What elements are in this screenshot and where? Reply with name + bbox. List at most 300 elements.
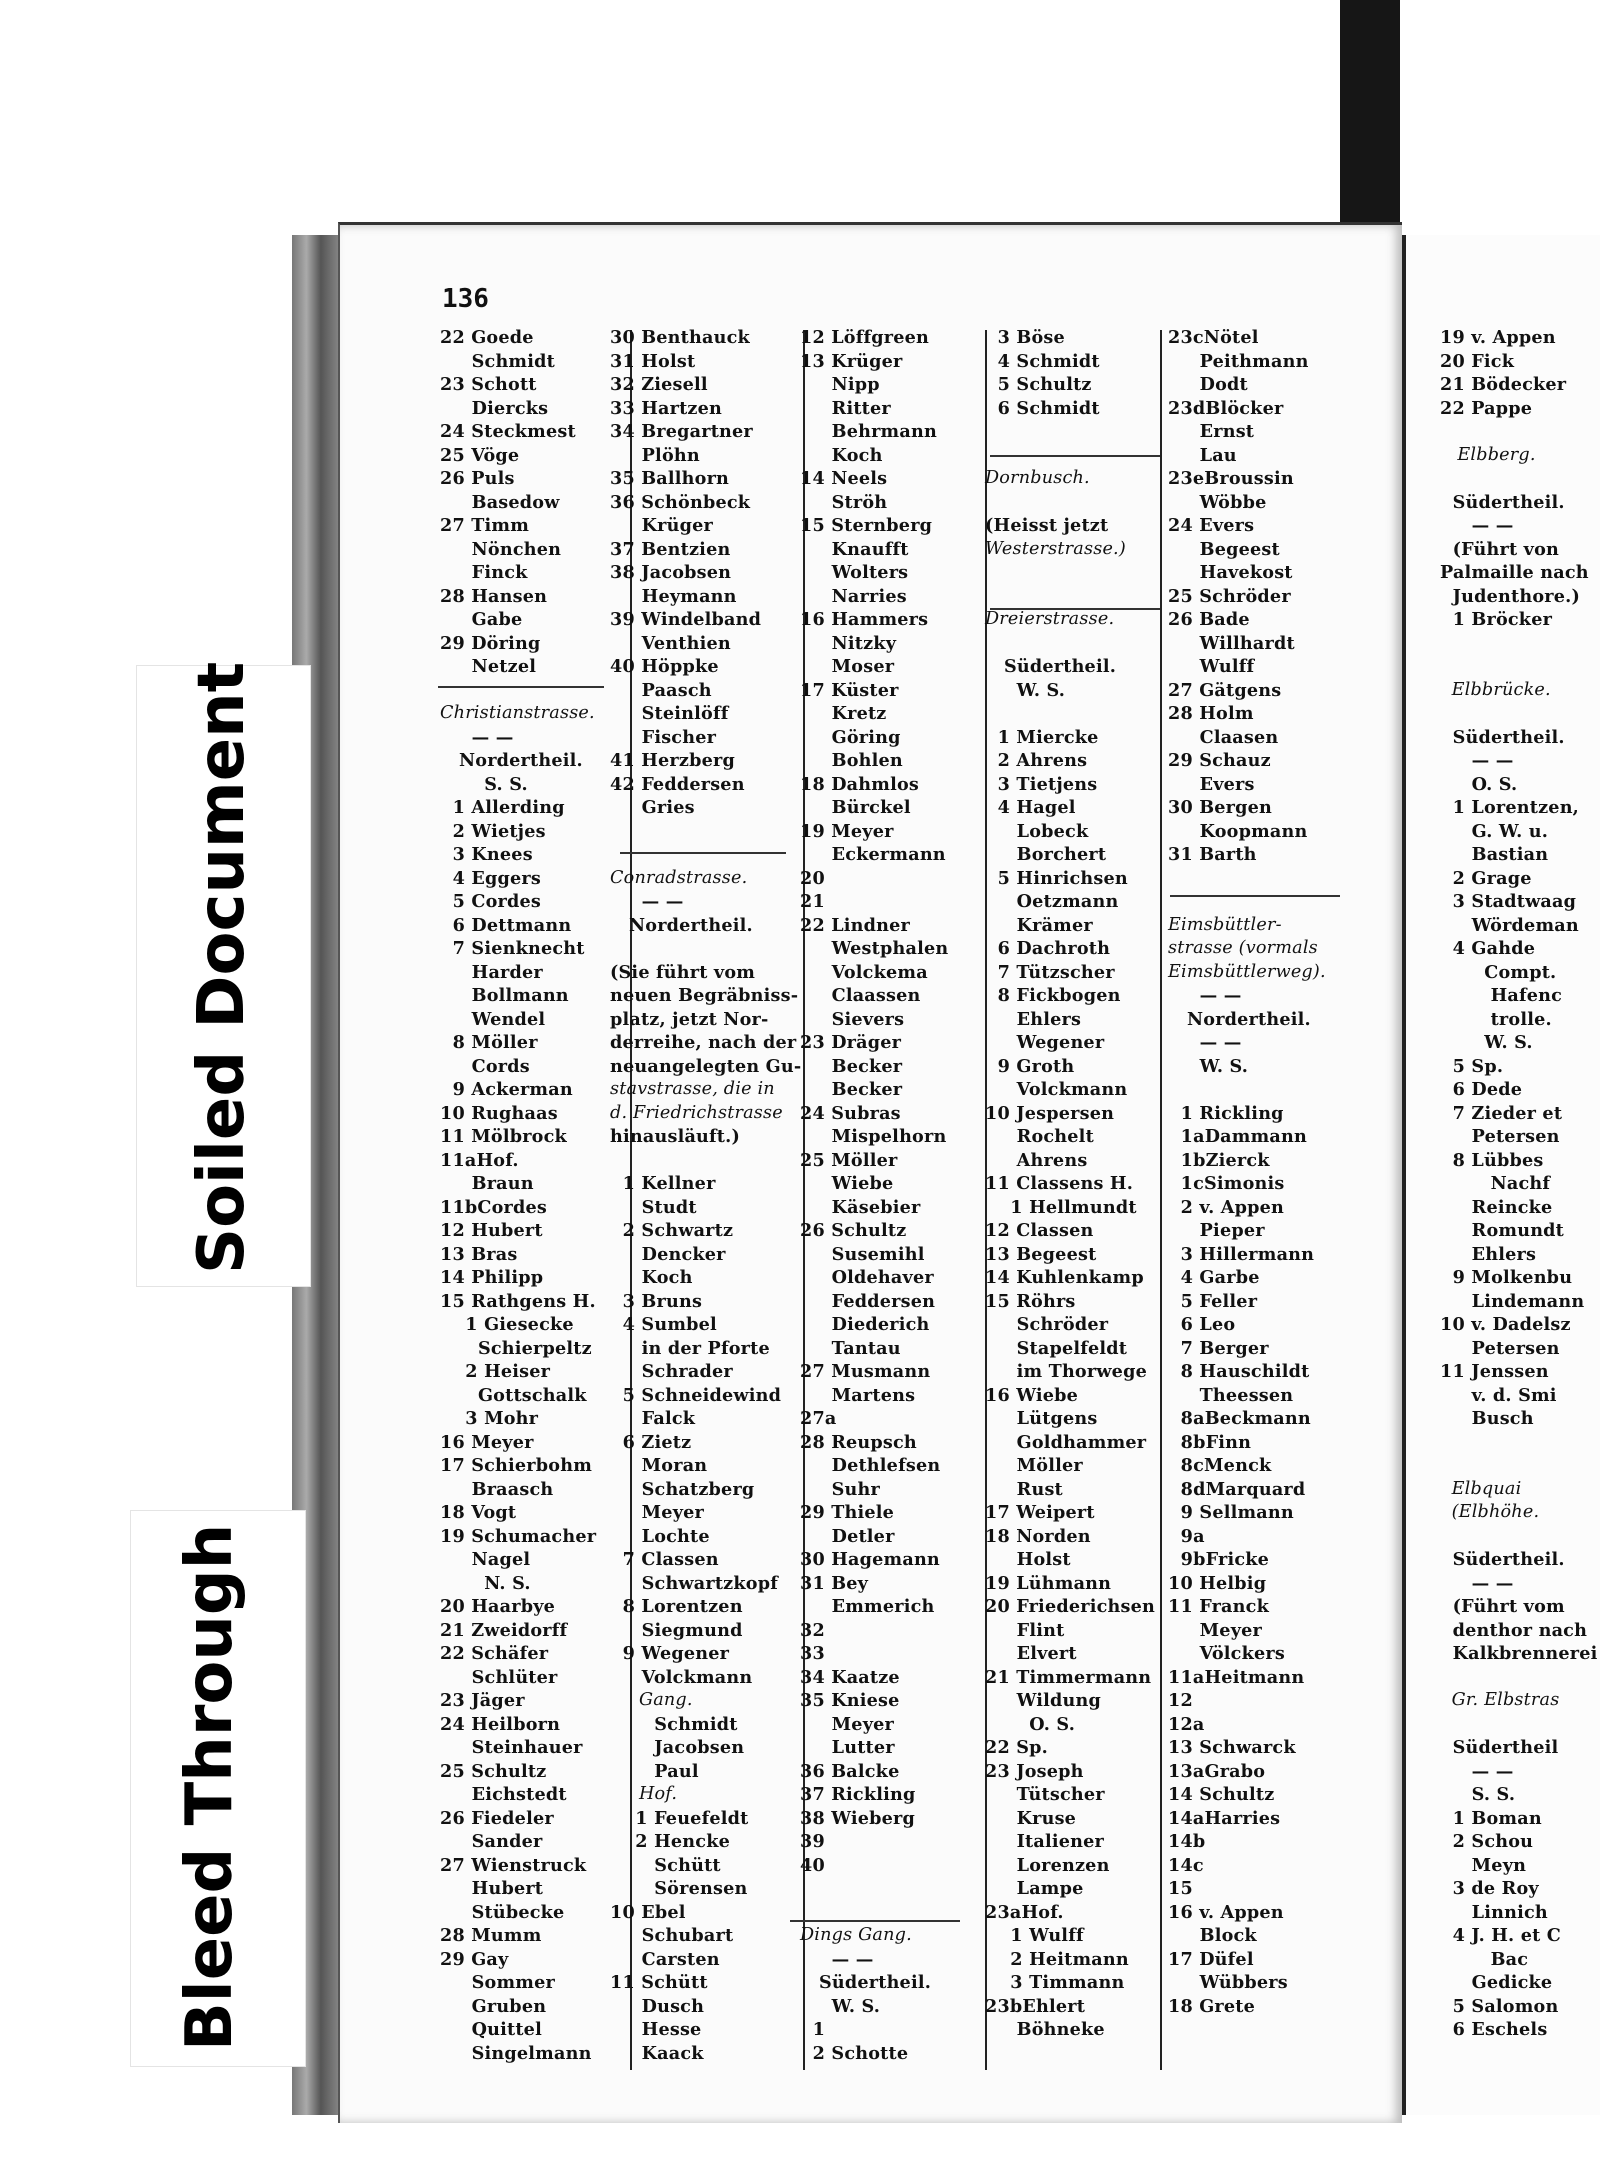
directory-entry: Reincke: [1440, 1196, 1553, 1218]
directory-entry: 9 Wegener: [610, 1643, 730, 1664]
directory-entry: Compt.: [1440, 961, 1557, 983]
directory-entry: 4 Gahde: [1440, 938, 1536, 959]
directory-entry: Heymann: [610, 585, 737, 607]
directory-entry: 28 Reupsch: [800, 1431, 917, 1453]
directory-entry: Lindemann: [1440, 1290, 1585, 1312]
directory-entry: 8 Möller: [440, 1032, 538, 1053]
directory-entry: Begeest: [1168, 538, 1280, 560]
directory-entry: Eckermann: [800, 844, 946, 865]
directory-entry: [985, 632, 1155, 656]
directory-entry: Feddersen: [800, 1290, 936, 1312]
directory-entry: [1440, 632, 1598, 656]
directory-entry: Suhr: [800, 1478, 880, 1500]
directory-entry: Schmidt: [610, 1713, 738, 1735]
directory-entry: Sommer: [440, 1972, 555, 1993]
directory-column-3: [800, 326, 948, 2065]
soiled-document-label: [136, 661, 311, 1287]
directory-entry: Diederich: [800, 1314, 930, 1335]
directory-entry: Martens: [800, 1384, 916, 1406]
directory-entry: Dings Gang.: [800, 1925, 912, 1945]
directory-entry: Dethlefsen: [800, 1455, 941, 1476]
directory-entry: W. S.: [985, 679, 1066, 701]
directory-entry: 14 Neels: [800, 468, 888, 489]
directory-entry: 10 Ebel: [610, 1901, 686, 1923]
directory-entry: 1 Allerding: [440, 797, 565, 818]
directory-entry: — —: [1440, 1572, 1514, 1594]
directory-entry: Holst: [985, 1549, 1071, 1570]
directory-entry: 29 Thiele: [800, 1502, 895, 1523]
directory-entry: 29 Gay: [440, 1948, 509, 1970]
directory-entry: [985, 585, 1155, 609]
directory-entry: Plöhn: [610, 444, 700, 466]
directory-entry: 29 Schauz: [1168, 750, 1271, 771]
directory-entry: 23 Joseph: [985, 1760, 1084, 1782]
directory-entry: 2 Schotte: [800, 2042, 909, 2064]
directory-entry: Lutter: [800, 1737, 895, 1758]
directory-entry: 9 Sellmann: [1168, 1502, 1294, 1523]
directory-entry: 7 Tützscher: [985, 961, 1115, 983]
directory-entry: Dusch: [610, 1995, 705, 2017]
directory-entry: 2 Schwartz: [610, 1220, 734, 1241]
directory-entry: — —: [440, 726, 514, 748]
directory-entry: 3 Mohr: [440, 1408, 539, 1429]
directory-entry: 4 Sumbel: [610, 1314, 717, 1335]
directory-entry: 1: [800, 2019, 826, 2040]
directory-entry: 16 v. Appen: [1168, 1901, 1284, 1923]
directory-entry: Nipp: [800, 374, 880, 395]
directory-entry: Böhneke: [985, 2019, 1105, 2040]
directory-entry: Oetzmann: [985, 891, 1119, 912]
directory-entry: 6 Leo: [1168, 1314, 1236, 1335]
directory-entry: Paul: [610, 1760, 699, 1782]
directory-entry: Kalkbrennerei: [1440, 1643, 1598, 1664]
directory-entry: in der Pforte: [610, 1337, 770, 1359]
directory-entry: denthor nach: [1440, 1619, 1588, 1641]
directory-entry: 19 Lühmann: [985, 1572, 1112, 1594]
directory-entry: Eimsbüttlerweg).: [1168, 961, 1326, 982]
directory-entry: 5 Sp.: [1440, 1055, 1504, 1077]
directory-entry: 25 Möller: [800, 1149, 898, 1171]
directory-entry: 1 Lorentzen,: [1440, 797, 1580, 818]
directory-entry: 1cSimonis: [1168, 1173, 1285, 1194]
directory-entry: Italiener: [985, 1831, 1104, 1852]
directory-entry: W. S.: [1168, 1055, 1249, 1077]
directory-entry: Bollmann: [440, 985, 569, 1006]
directory-column-1: [440, 326, 596, 2065]
directory-entry: 30 Bergen: [1168, 797, 1273, 818]
directory-entry: Elbberg.: [1440, 444, 1536, 465]
directory-entry: Jacobsen: [610, 1737, 745, 1758]
directory-entry: 37 Rickling: [800, 1784, 916, 1805]
directory-entry: 16 Hammers: [800, 609, 929, 630]
directory-entry: strasse (vormals: [1168, 938, 1318, 958]
directory-entry: Nönchen: [440, 538, 562, 560]
directory-entry: — —: [1440, 1760, 1514, 1782]
directory-entry: — —: [1440, 515, 1514, 536]
directory-entry: 39 Windelband: [610, 609, 762, 630]
directory-entry: 11aHeitmann: [1168, 1666, 1305, 1688]
directory-entry: 9 Molkenbu: [1440, 1267, 1573, 1288]
directory-entry: Kretz: [800, 703, 887, 724]
directory-entry: 27 Gätgens: [1168, 679, 1282, 701]
directory-entry: Tantau: [800, 1337, 901, 1359]
directory-entry: Schatzberg: [610, 1478, 755, 1500]
directory-entry: Südertheil.: [1440, 726, 1565, 748]
directory-entry: Volckmann: [610, 1666, 753, 1688]
directory-entry: Braasch: [440, 1478, 554, 1500]
directory-entry: 16 Meyer: [440, 1431, 534, 1453]
directory-entry: 17 Küster: [800, 679, 899, 701]
directory-entry: — —: [610, 891, 684, 912]
directory-entry: 1 Feuefeldt: [610, 1807, 749, 1829]
directory-entry: 6 Schmidt: [985, 397, 1100, 419]
directory-entry: (Sie führt vom: [610, 961, 756, 983]
directory-entry: 3 de Roy: [1440, 1878, 1539, 1899]
directory-entry: Käsebier: [800, 1196, 921, 1218]
directory-entry: Kruse: [985, 1807, 1077, 1829]
directory-entry: Block: [1168, 1925, 1257, 1946]
directory-entry: Gruben: [440, 1995, 547, 2017]
directory-entry: Völckers: [1168, 1643, 1285, 1664]
directory-entry: Emmerich: [800, 1596, 935, 1617]
directory-entry: 40: [800, 1854, 825, 1876]
directory-entry: Siegmund: [610, 1619, 743, 1641]
directory-entry: (Heisst jetzt: [985, 515, 1109, 536]
directory-entry: 8 Fickbogen: [985, 985, 1121, 1006]
directory-entry: 22 Goede: [440, 327, 534, 348]
directory-entry: Ahrens: [985, 1149, 1088, 1171]
directory-entry: Linnich: [1440, 1901, 1548, 1923]
directory-entry: 24 Subras: [800, 1102, 901, 1124]
directory-entry: 1bZierck: [1168, 1149, 1270, 1171]
directory-entry: 3 Stadtwaag: [1440, 891, 1577, 912]
directory-entry: 17 Düfel: [1168, 1948, 1254, 1970]
directory-entry: 40 Höppke: [610, 656, 719, 677]
directory-entry: 22 Pappe: [1440, 397, 1533, 419]
directory-entry: Schmidt: [440, 350, 555, 372]
directory-entry: 31 Bey: [800, 1572, 869, 1594]
directory-entry: 13 Krüger: [800, 350, 903, 372]
directory-entry: 15 Rathgens H.: [440, 1290, 596, 1312]
directory-entry: Gottschalk: [440, 1384, 587, 1406]
directory-entry: — —: [1168, 985, 1242, 1006]
directory-entry: 14 Philipp: [440, 1267, 544, 1288]
directory-entry: 1 Kellner: [610, 1173, 716, 1194]
directory-entry: 21 Zweidorff: [440, 1619, 568, 1641]
directory-entry: 21 Bödecker: [1440, 374, 1567, 395]
directory-entry: 1 Miercke: [985, 726, 1099, 748]
directory-entry: 23dBlöcker: [1168, 397, 1284, 419]
directory-entry: 14aHarries: [1168, 1807, 1281, 1829]
directory-entry: 20 Fick: [1440, 350, 1515, 372]
directory-entry: 2 Wietjes: [440, 820, 546, 842]
directory-entry: Romundt: [1440, 1220, 1565, 1241]
directory-entry: 4 Garbe: [1168, 1267, 1260, 1288]
directory-entry: 16 Wiebe: [985, 1384, 1079, 1406]
directory-entry: Gries: [610, 797, 695, 818]
directory-entry: 7 Classen: [610, 1549, 719, 1570]
bleed-through-label: [130, 1510, 306, 2067]
directory-entry: Havekost: [1168, 562, 1293, 583]
directory-entry: 4 Hagel: [985, 797, 1076, 818]
directory-entry: 31 Barth: [1168, 844, 1257, 865]
directory-entry: Koopmann: [1168, 820, 1308, 842]
directory-entry: 2 Schou: [1440, 1831, 1534, 1852]
directory-entry: 1 Giesecke: [440, 1314, 574, 1335]
directory-entry: 10 Jespersen: [985, 1102, 1115, 1124]
directory-entry: Fischer: [610, 726, 717, 748]
directory-entry: Judenthore.): [1440, 585, 1581, 607]
directory-entry: 3 Bruns: [610, 1290, 703, 1312]
directory-entry: Studt: [610, 1196, 697, 1218]
directory-entry: Koch: [610, 1267, 693, 1288]
directory-entry: Gang.: [610, 1690, 693, 1710]
directory-entry: Krämer: [985, 914, 1093, 936]
directory-entry: Meyn: [1440, 1854, 1527, 1876]
directory-entry: 26 Bade: [1168, 609, 1250, 630]
directory-entry: 7 Berger: [1168, 1337, 1269, 1359]
directory-entry: 2 Grage: [1440, 867, 1532, 889]
directory-entry: G. W. u.: [1440, 820, 1549, 842]
directory-entry: Wegener: [985, 1032, 1105, 1053]
directory-entry: — —: [1168, 1032, 1242, 1053]
directory-entry: v. d. Smi: [1440, 1384, 1557, 1406]
directory-entry: Schrader: [610, 1361, 733, 1382]
directory-entry: Dencker: [610, 1243, 726, 1265]
directory-entry: Lochte: [610, 1525, 710, 1547]
bleed-through-text: Bleed Through: [173, 1523, 247, 2051]
directory-entry: 14b: [1168, 1831, 1206, 1852]
directory-entry: Singelmann: [440, 2042, 592, 2064]
directory-entry: 1 Boman: [1440, 1807, 1542, 1829]
directory-entry: Claassen: [800, 985, 921, 1006]
directory-entry: Koch: [800, 444, 883, 466]
directory-entry: 1 Bröcker: [1440, 609, 1553, 630]
directory-entry: 41 Herzberg: [610, 750, 735, 771]
directory-entry: 2 Heitmann: [985, 1948, 1129, 1970]
directory-entry: 21: [800, 891, 825, 912]
directory-column-5: [1168, 326, 1326, 2018]
directory-entry: 42 Feddersen: [610, 773, 745, 795]
directory-entry: Busch: [1440, 1408, 1534, 1429]
directory-entry: 34 Bregartner: [610, 421, 753, 442]
directory-entry: Südertheil.: [800, 1972, 932, 1993]
directory-entry: Finck: [440, 562, 528, 583]
directory-entry: 35 Ballhorn: [610, 468, 730, 489]
directory-entry: 19 v. Appen: [1440, 327, 1556, 348]
directory-entry: Ritter: [800, 397, 891, 419]
directory-entry: 23 Dräger: [800, 1032, 902, 1053]
directory-entry: 23 Jäger: [440, 1690, 525, 1711]
directory-column-6: [1440, 326, 1598, 2042]
directory-entry: 38 Jacobsen: [610, 562, 732, 583]
directory-entry: O. S.: [985, 1713, 1076, 1735]
directory-entry: Moser: [800, 656, 895, 677]
directory-entry: Peithmann: [1168, 350, 1309, 372]
directory-entry: [1440, 1431, 1598, 1455]
directory-entry: Wiebe: [800, 1173, 894, 1194]
directory-entry: Bastian: [1440, 844, 1549, 865]
directory-entry: Basedow: [440, 491, 560, 513]
directory-entry: 6 Dede: [1440, 1079, 1523, 1100]
directory-entry: Südertheil.: [985, 656, 1117, 677]
directory-entry: Evers: [1168, 773, 1255, 795]
directory-entry: Oldehaver: [800, 1267, 934, 1288]
directory-entry: 27 Wienstruck: [440, 1854, 587, 1876]
directory-entry: Harder: [440, 961, 543, 983]
directory-entry: 5 Schneidewind: [610, 1384, 782, 1406]
directory-entry: [610, 1149, 801, 1173]
directory-entry: 20 Friederichsen: [985, 1596, 1155, 1617]
directory-entry: 1aDammann: [1168, 1126, 1307, 1147]
directory-entry: Knaufft: [800, 538, 909, 560]
directory-entry: 11 Classens H.: [985, 1173, 1134, 1194]
directory-entry: Claasen: [1168, 726, 1279, 748]
directory-entry: 13aGrabo: [1168, 1760, 1266, 1782]
directory-entry: Conradstrasse.: [610, 867, 748, 888]
directory-entry: Elvert: [985, 1643, 1077, 1664]
directory-entry: Borchert: [985, 844, 1107, 865]
directory-entry: Südertheil.: [1440, 1549, 1565, 1570]
directory-entry: 20 Haarbye: [440, 1596, 556, 1617]
directory-entry: 22 Lindner: [800, 914, 911, 936]
directory-entry: W. S.: [1440, 1032, 1533, 1053]
directory-entry: (Führt von: [1440, 538, 1560, 560]
directory-entry: neuangelegten Gu-: [610, 1055, 802, 1077]
directory-entry: N. S.: [440, 1572, 531, 1594]
directory-entry: Ströh: [800, 491, 888, 513]
directory-entry: 11 Franck: [1168, 1596, 1269, 1617]
directory-entry: Schröder: [985, 1314, 1109, 1335]
directory-entry: [1440, 1666, 1598, 1690]
directory-entry: Becker: [800, 1055, 903, 1077]
directory-entry: Diercks: [440, 397, 549, 419]
directory-entry: Eichstedt: [440, 1784, 567, 1805]
directory-entry: 27 Musmann: [800, 1361, 931, 1382]
directory-entry: 14 Schultz: [1168, 1784, 1275, 1805]
directory-entry: 20: [800, 867, 825, 889]
directory-column-2: [610, 326, 801, 2065]
directory-entry: 15 Sternberg: [800, 515, 933, 536]
directory-entry: Sievers: [800, 1008, 905, 1030]
directory-entry: Petersen: [1440, 1126, 1560, 1147]
directory-entry: Lau: [1168, 444, 1237, 466]
directory-entry: 37 Bentzien: [610, 538, 731, 560]
directory-entry: 18 Dahmlos: [800, 773, 919, 795]
directory-entry: 29 Döring: [440, 632, 541, 654]
directory-entry: Südertheil: [1440, 1737, 1559, 1758]
directory-entry: 8bFinn: [1168, 1431, 1252, 1453]
directory-entry: Nitzky: [800, 632, 897, 654]
directory-entry: 23 Schott: [440, 374, 537, 395]
directory-entry: Schlüter: [440, 1666, 558, 1688]
directory-entry: Wendel: [440, 1008, 546, 1030]
directory-entry: 30 Benthauck: [610, 327, 750, 348]
directory-entry: Eimsbüttler-: [1168, 914, 1282, 935]
directory-entry: 26 Puls: [440, 468, 515, 489]
directory-entry: 19 Schumacher: [440, 1525, 597, 1547]
directory-entry: 9 Groth: [985, 1055, 1075, 1077]
directory-entry: im Thorwege: [985, 1361, 1147, 1382]
directory-entry: 15 Röhrs: [985, 1290, 1076, 1312]
directory-entry: 8 Lübbes: [1440, 1149, 1544, 1171]
directory-entry: Mispelhorn: [800, 1126, 947, 1147]
directory-entry: 11 Schütt: [610, 1972, 708, 1993]
directory-entry: 10 Rughaas: [440, 1102, 558, 1124]
directory-entry: Rust: [985, 1478, 1063, 1500]
directory-entry: [800, 1877, 948, 1901]
directory-entry: Nachf: [1440, 1173, 1551, 1194]
directory-entry: 33: [800, 1643, 825, 1664]
directory-entry: Nordertheil.: [610, 914, 753, 936]
directory-entry: Dornbusch.: [985, 468, 1090, 488]
directory-entry: Elbquai: [1440, 1478, 1522, 1499]
directory-entry: 12 Classen: [985, 1220, 1094, 1241]
directory-entry: Detler: [800, 1525, 895, 1547]
directory-entry: 24 Heilborn: [440, 1713, 561, 1735]
directory-entry: 5 Feller: [1168, 1290, 1258, 1312]
directory-entry: Steinhauer: [440, 1737, 583, 1758]
directory-entry: [985, 420, 1155, 444]
soiled-document-text: Soiled Document: [185, 661, 259, 1274]
directory-entry: [985, 561, 1155, 585]
directory-entry: 17 Weipert: [985, 1502, 1095, 1523]
directory-entry: 13 Schwarck: [1168, 1737, 1296, 1758]
directory-entry: 36 Balcke: [800, 1760, 900, 1782]
directory-entry: Bürckel: [800, 797, 911, 818]
directory-entry: 12 Hubert: [440, 1220, 543, 1241]
directory-entry: Westphalen: [800, 938, 949, 959]
directory-entry: 24 Steckmest: [440, 421, 576, 442]
directory-entry: 36 Schönbeck: [610, 491, 751, 513]
directory-entry: 8 Hauschildt: [1168, 1361, 1310, 1382]
directory-entry: Nagel: [440, 1549, 531, 1570]
directory-entry: 12a: [1168, 1713, 1205, 1735]
directory-entry: [610, 843, 801, 867]
directory-entry: trolle.: [1440, 1008, 1552, 1030]
directory-entry: Carsten: [610, 1948, 720, 1970]
directory-entry: 14c: [1168, 1854, 1204, 1876]
directory-entry: [1440, 655, 1598, 679]
directory-entry: Pieper: [1168, 1220, 1265, 1241]
directory-entry: Wördeman: [1440, 914, 1579, 936]
directory-entry: Schierpeltz: [440, 1337, 592, 1359]
directory-entry: Cords: [440, 1055, 530, 1077]
directory-entry: [985, 444, 1155, 468]
directory-entry: [1168, 867, 1326, 891]
directory-entry: [1440, 1454, 1598, 1478]
directory-entry: 9 Ackerman: [440, 1079, 573, 1100]
directory-entry: Wübbers: [1168, 1972, 1288, 1993]
directory-entry: Volckema: [800, 961, 928, 983]
directory-entry: 1 Hellmundt: [985, 1196, 1137, 1218]
directory-entry: Meyer: [800, 1713, 894, 1735]
directory-entry: Nordertheil.: [440, 750, 583, 771]
directory-entry: Meyer: [610, 1502, 704, 1523]
directory-entry: Hafenc: [1440, 985, 1563, 1006]
directory-entry: [1440, 1525, 1598, 1549]
directory-entry: stavstrasse, die in: [610, 1079, 775, 1099]
directory-entry: 9a: [1168, 1525, 1205, 1547]
directory-entry: 1 Rickling: [1168, 1102, 1284, 1124]
directory-entry: Gabe: [440, 609, 523, 630]
directory-entry: 8 Lorentzen: [610, 1596, 743, 1617]
directory-entry: 6 Dettmann: [440, 914, 572, 936]
directory-entry: 1 Wulff: [985, 1925, 1084, 1946]
directory-entry: 3 Hillermann: [1168, 1243, 1315, 1265]
directory-entry: Wulff: [1168, 656, 1255, 677]
directory-entry: Nordertheil.: [1168, 1008, 1311, 1030]
